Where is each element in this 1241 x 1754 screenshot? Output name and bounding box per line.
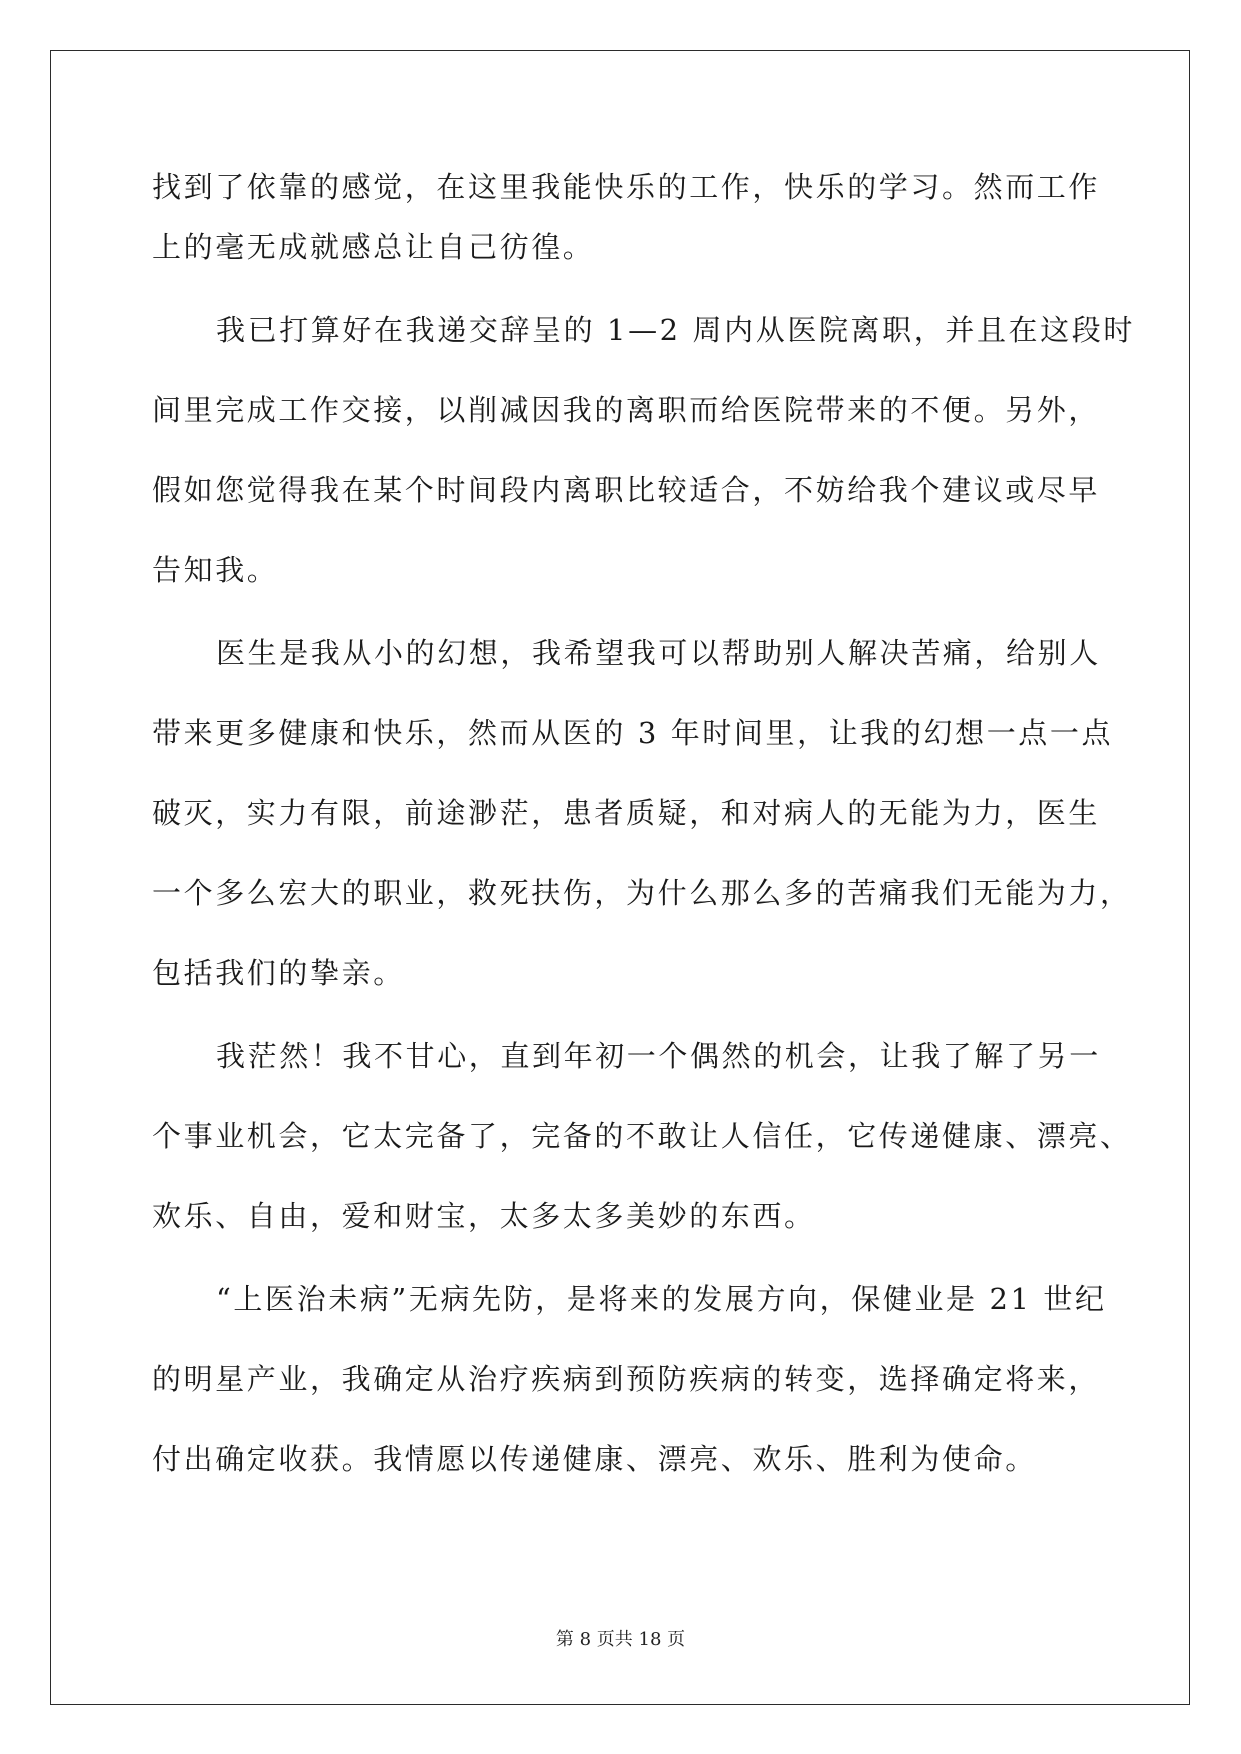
text-line: 间里完成工作交接，以削减因我的离职而给医院带来的不便。另外，: [152, 393, 1101, 427]
text-line: 假如您觉得我在某个时间段内离职比较适合，不妨给我个建议或尽早: [152, 473, 1101, 507]
text-line: 的明星产业，我确定从治疗疾病到预防疾病的转变，选择确定将来，: [152, 1362, 1101, 1396]
paragraph-first-line: 我茫然！我不甘心，直到年初一个偶然的机会，让我了解了另一: [216, 1039, 1101, 1073]
text-line: 上的毫无成就感总让自己彷徨。: [152, 230, 595, 264]
text-line: 带来更多健康和快乐，然而从医的 3 年时间里，让我的幻想一点一点: [152, 716, 1114, 750]
paragraph-first-line: 我已打算好在我递交辞呈的 1—2 周内从医院离职，并且在这段时: [216, 313, 1135, 347]
text-line: 包括我们的挚亲。: [152, 956, 405, 990]
page-footer: [0, 1628, 1241, 1652]
text-line: 一个多么宏大的职业，救死扶伤，为什么那么多的苦痛我们无能为力，: [152, 876, 1132, 910]
paragraph-first-line: “上医治未病”无病先防，是将来的发展方向，保健业是 21 世纪: [216, 1282, 1107, 1316]
text-line: 找到了依靠的感觉，在这里我能快乐的工作，快乐的学习。然而工作: [152, 170, 1101, 204]
text-line: 破灭，实力有限，前途渺茫，患者质疑，和对病人的无能为力，医生: [152, 796, 1101, 830]
page-total: 共 18 页: [614, 1629, 686, 1650]
text-line: 个事业机会，它太完备了，完备的不敢让人信任，它传递健康、漂亮、: [152, 1119, 1132, 1153]
text-line: 付出确定收获。我情愿以传递健康、漂亮、欢乐、胜利为使命。: [152, 1442, 1037, 1476]
text-line: 欢乐、自由，爱和财宝，太多太多美妙的东西。: [152, 1199, 816, 1233]
page-number: 第 8 页: [555, 1629, 615, 1650]
paragraph-first-line: 医生是我从小的幻想，我希望我可以帮助别人解决苦痛，给别人: [216, 636, 1101, 670]
text-line: 告知我。: [152, 553, 279, 587]
